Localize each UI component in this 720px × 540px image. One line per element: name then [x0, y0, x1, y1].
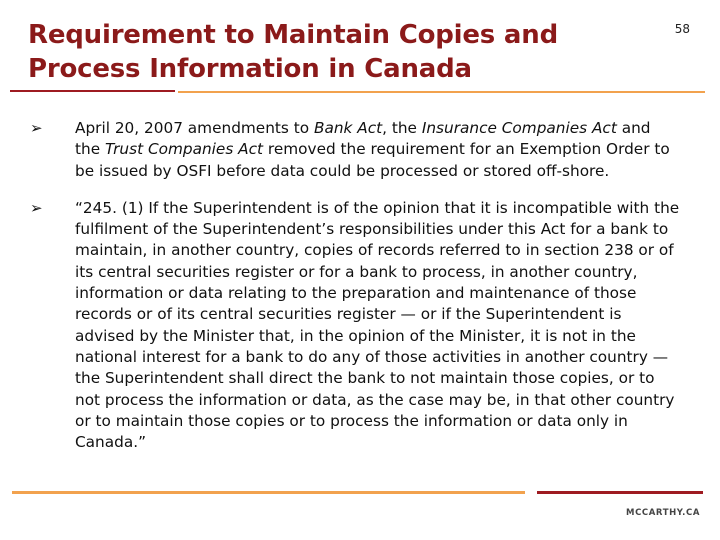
slide-number: 58	[674, 22, 690, 36]
arrow-bullet-icon: ➢	[30, 198, 43, 217]
act-name-bank-act: Bank Act	[313, 119, 383, 137]
arrow-bullet-icon: ➢	[30, 119, 43, 137]
mccarthy-logo: MCCARTHY.CA	[626, 508, 700, 518]
bullet-item-amendments	[30, 118, 680, 182]
bullet-item-section-245-quote	[30, 198, 680, 454]
slide-title: Requirement to Maintain Copies and Process Information in Canada	[28, 20, 558, 84]
title-divider-red	[10, 90, 175, 92]
footer-divider-orange	[12, 491, 525, 494]
bullet-text	[75, 118, 680, 182]
act-name-insurance-companies-act: Insurance Companies Act	[421, 119, 617, 137]
bullet-text-segment: , the	[382, 119, 422, 137]
footer-divider-red	[537, 491, 703, 494]
bullet-text-segment: and the	[75, 119, 651, 159]
bullet-text: “245. (1) If the Superintendent is of the opinion that it is incompatible with the fulfilment of the Superintendent’s responsibilities under this Act for a bank to maintain, in another country, copies of records referred to in section 238 or of its central securities register or for a bank to process, in another country, information or data relating to the preparation and maintenance of those records or of its central securities register — or if the Superintendent is advised by the Minister that, in the opinion of the Minister, it is not in the national interest for a bank to do any of those activities in another country — the Superintendent shall direct the bank to not maintain those copies, or to not process the information or data, as the case may be, in that other country or to maintain those copies or to process the information or data only in Canada.”	[75, 198, 680, 452]
bullet-text-segment: removed the requirement for an Exemption Order to be issued by OSFI before data could be processed or stored off-shore.	[75, 140, 670, 180]
slide-content	[30, 118, 680, 469]
act-name-trust-companies-act: Trust Companies Act	[104, 140, 264, 159]
bullet-text-segment: April 20, 2007 amendments to	[75, 119, 314, 137]
title-divider-orange	[178, 91, 705, 93]
